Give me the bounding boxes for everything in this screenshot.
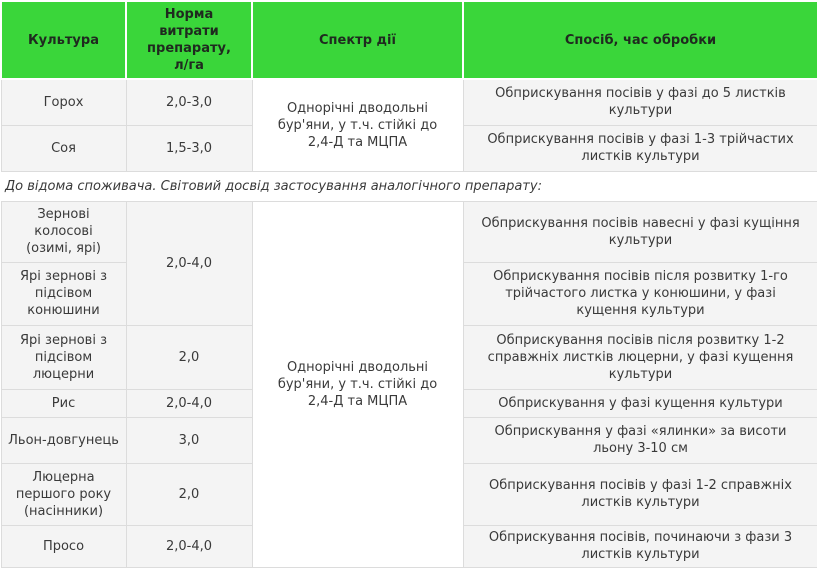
culture-cell: Рис [1,389,126,417]
method-cell: Обприскування у фазі «ялинки» за висоти льону 3-10 см [463,417,817,463]
rate-cell: 3,0 [126,417,252,463]
spectrum-cell: Однорічні дводольні бур'яни, у т.ч. стійкі до 2,4-Д та МЦПА [252,201,463,567]
culture-cell: Горох [1,79,126,125]
header-row [1,1,817,79]
table-row [1,79,817,125]
rate-cell: 2,0 [126,325,252,389]
culture-cell: Просо [1,525,126,567]
header-method: Спосіб, час обробки [463,1,817,79]
culture-cell: Ярі зернові з підсівом люцерни [1,325,126,389]
method-cell: Обприскування посівів у фазі 1-3 трійчастих листків культури [463,125,817,171]
rate-cell: 2,0 [126,463,252,525]
consumer-note: До відома споживача. Світовий досвід застосування аналогічного препарату: [1,171,817,201]
header-culture: Культура [1,1,126,79]
method-cell: Обприскування посівів після розвитку 1-2 справжніх листків люцерни, у фазі кущення культури [463,325,817,389]
method-cell: Обприскування посівів навесні у фазі кущіння культури [463,201,817,262]
spectrum-cell: Однорічні дводольні бур'яни, у т.ч. стійкі до 2,4-Д та МЦПА [252,79,463,171]
method-cell: Обприскування посівів після розвитку 1-го трійчастого листка у конюшини, у фазі кущення культури [463,262,817,325]
culture-cell: Соя [1,125,126,171]
method-cell: Обприскування посівів у фазі 1-2 справжніх листків культури [463,463,817,525]
header-rate: Норма витрати препарату, л/га [126,1,252,79]
header-spectrum: Спектр дії [252,1,463,79]
culture-cell: Ярі зернові з підсівом конюшини [1,262,126,325]
table-row [1,201,817,262]
rate-cell: 2,0-4,0 [126,389,252,417]
method-cell: Обприскування у фазі кущення культури [463,389,817,417]
culture-cell: Зернові колосові (озимі, ярі) [1,201,126,262]
culture-cell: Льон-довгунець [1,417,126,463]
note-row [1,171,817,201]
method-cell: Обприскування посівів, починаючи з фази 3 листків культури [463,525,817,567]
rate-cell: 2,0-4,0 [126,525,252,567]
rate-cell: 2,0-3,0 [126,79,252,125]
culture-cell: Люцерна першого року (насінники) [1,463,126,525]
rate-cell: 2,0-4,0 [126,201,252,325]
method-cell: Обприскування посівів у фазі до 5 листків культури [463,79,817,125]
rate-cell: 1,5-3,0 [126,125,252,171]
